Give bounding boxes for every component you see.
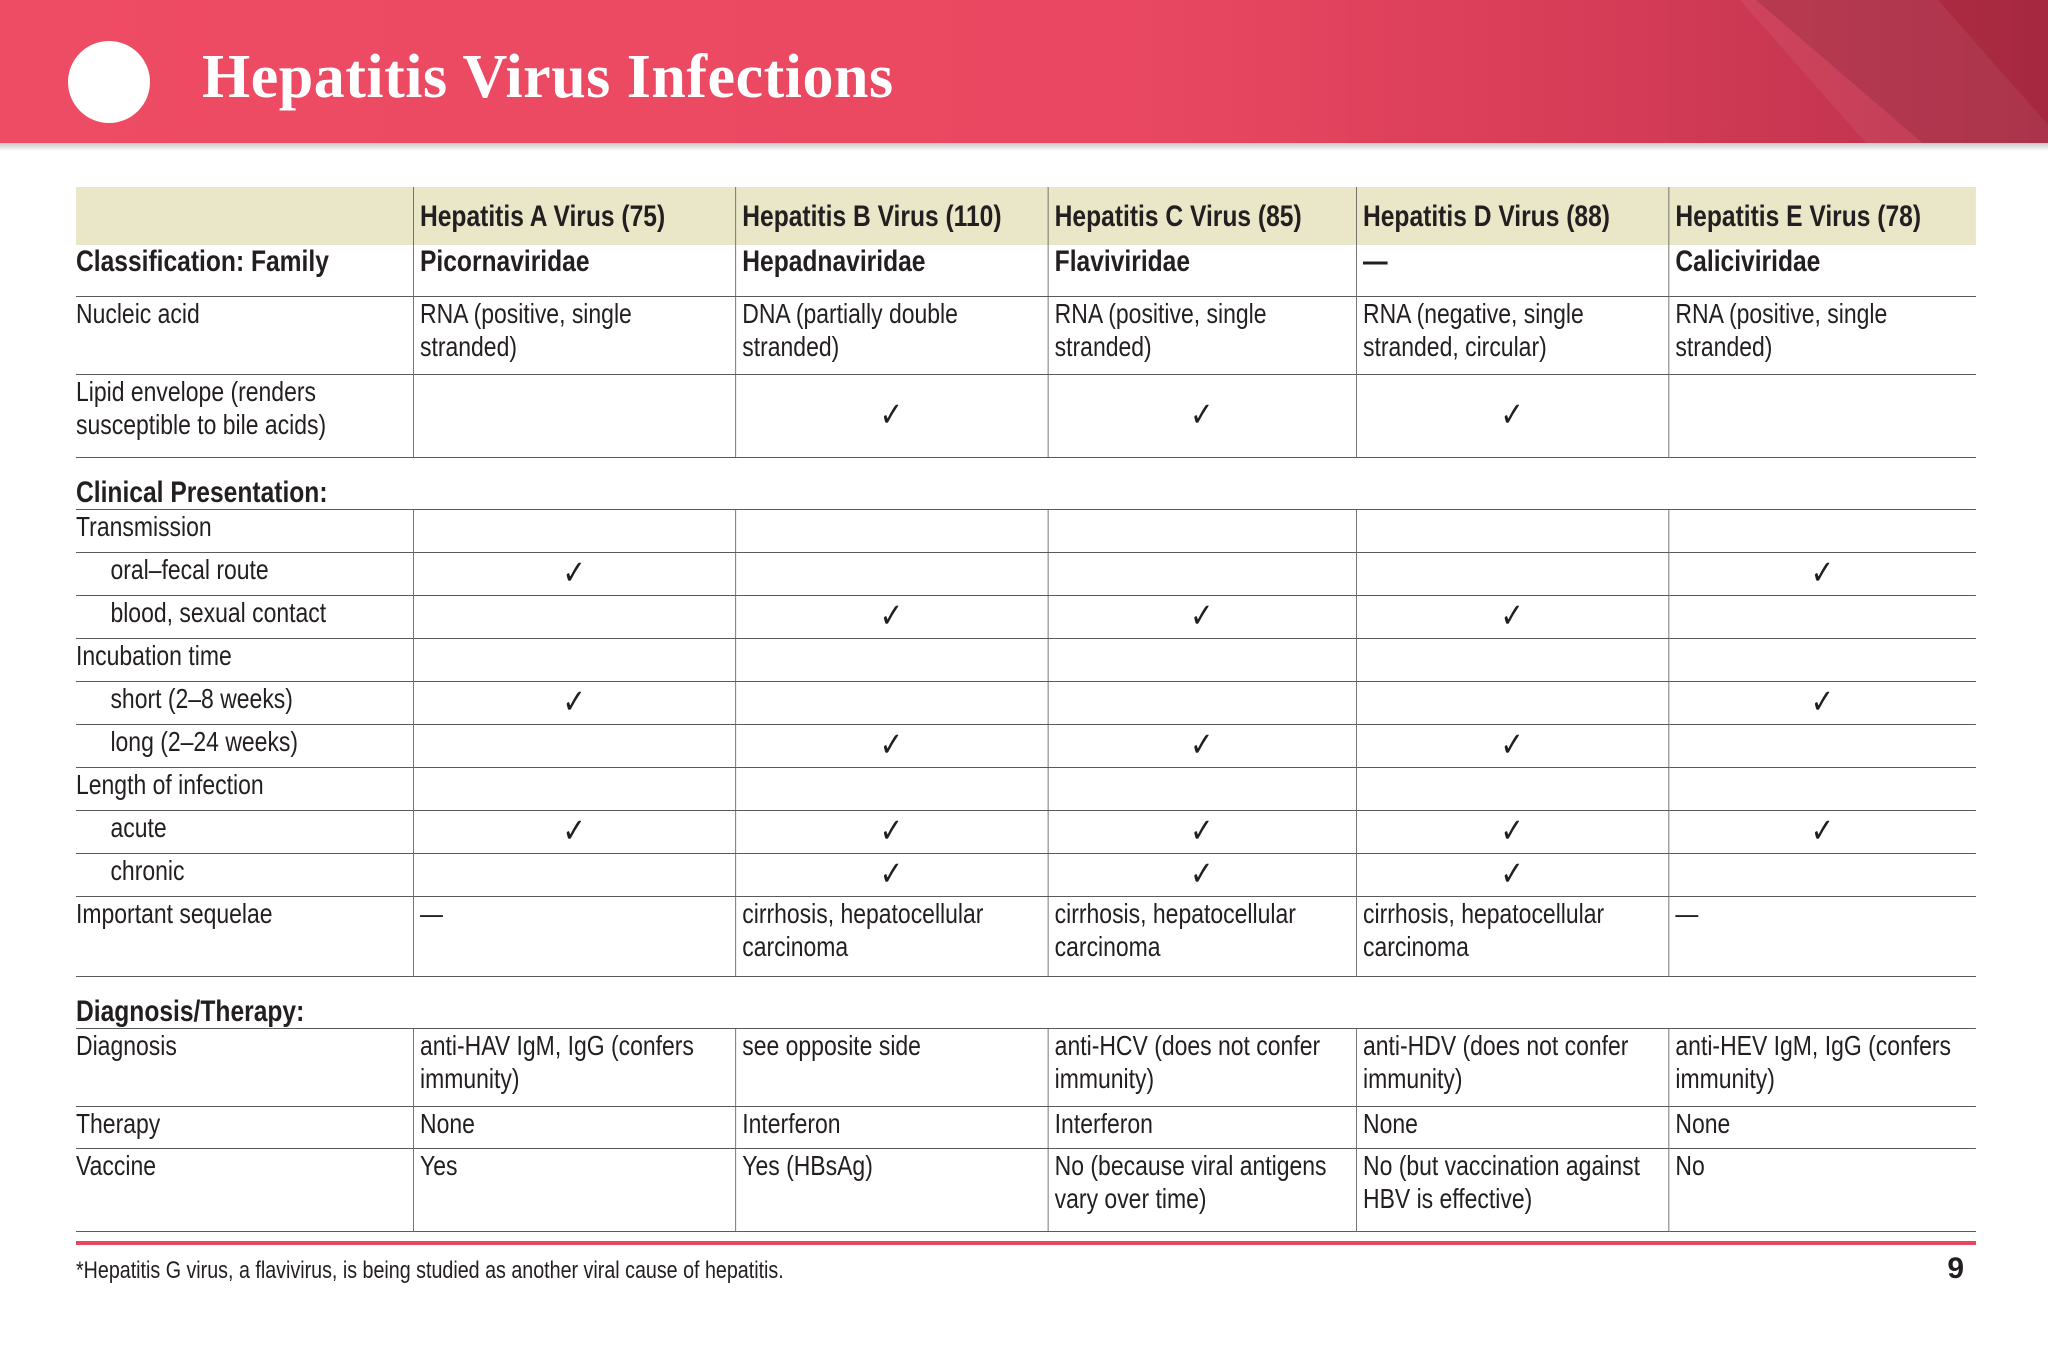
table-row xyxy=(76,457,1976,509)
empty-cell xyxy=(1048,681,1356,724)
checkmark-icon: ✓ xyxy=(413,681,735,724)
row-label: Vaccine xyxy=(76,1148,413,1231)
empty-cell xyxy=(1356,767,1668,810)
row-label: Therapy xyxy=(76,1106,413,1148)
row-label-text: Lipid envelope (renders susceptible to bile acids) xyxy=(76,375,327,440)
checkmark-icon: ✓ xyxy=(1356,810,1668,853)
table-row xyxy=(76,552,1976,595)
row-label-text: short (2–8 weeks) xyxy=(110,682,293,714)
table-cell: DNA (partially double stranded) xyxy=(735,296,1047,374)
empty-cell xyxy=(1668,374,1976,457)
checkmark-icon: ✓ xyxy=(1356,374,1668,457)
table-row xyxy=(76,724,1976,767)
table-cell: No (because viral antigens vary over time) xyxy=(1048,1148,1356,1231)
table-cell: Hepadnaviridae xyxy=(735,245,1047,296)
table-row xyxy=(76,296,1976,374)
table-cell: RNA (positive, single stranded) xyxy=(413,296,735,374)
header-hepatitis-c: Hepatitis C Virus (85) xyxy=(1048,187,1356,245)
checkmark-icon: ✓ xyxy=(1356,724,1668,767)
checkmark-icon: ✓ xyxy=(1048,595,1356,638)
empty-cell xyxy=(1668,595,1976,638)
empty-cell xyxy=(1048,638,1356,681)
empty-cell xyxy=(1048,552,1356,595)
table-cell: anti-HAV IgM, IgG (confers immunity) xyxy=(413,1028,735,1106)
row-label-text: acute xyxy=(110,811,167,843)
table-cell: No (but vaccination against HBV is effective) xyxy=(1356,1148,1668,1231)
table-cell: No xyxy=(1668,1148,1976,1231)
table-row xyxy=(76,1028,1976,1106)
table-row xyxy=(76,1106,1976,1148)
row-label xyxy=(76,374,413,457)
table-cell: RNA (positive, single stranded) xyxy=(1048,296,1356,374)
bottom-divider xyxy=(76,1241,1976,1245)
row-label-text: Incubation time xyxy=(76,639,232,671)
table-cell: anti-HCV (does not confer immunity) xyxy=(1048,1028,1356,1106)
page-number: 9 xyxy=(1947,1252,1964,1285)
row-label xyxy=(76,638,413,681)
table-cell: Yes (HBsAg) xyxy=(735,1148,1047,1231)
checkmark-icon: ✓ xyxy=(1668,810,1976,853)
empty-cell xyxy=(1668,853,1976,896)
table-cell: — xyxy=(413,896,735,976)
empty-cell xyxy=(413,853,735,896)
checkmark-icon: ✓ xyxy=(735,595,1047,638)
table-row xyxy=(76,245,1976,296)
checkmark-icon: ✓ xyxy=(413,552,735,595)
empty-cell xyxy=(1356,681,1668,724)
circle-icon xyxy=(68,41,150,123)
empty-cell xyxy=(413,374,735,457)
table-cell: RNA (negative, single stranded, circular) xyxy=(1356,296,1668,374)
empty-cell xyxy=(1048,767,1356,810)
header-cell-empty xyxy=(76,187,413,245)
checkmark-icon: ✓ xyxy=(1668,681,1976,724)
empty-cell xyxy=(1356,638,1668,681)
banner-shadow xyxy=(0,143,2048,151)
empty-cell xyxy=(413,724,735,767)
page-title: Hepatitis Virus Infections xyxy=(202,43,894,111)
row-label-text: long (2–24 weeks) xyxy=(110,725,299,757)
table-row xyxy=(76,1148,1976,1231)
table-cell: None xyxy=(1356,1106,1668,1148)
checkmark-icon: ✓ xyxy=(1048,724,1356,767)
table-cell: None xyxy=(413,1106,735,1148)
table-cell: Flaviviridae xyxy=(1048,245,1356,296)
table-header-row xyxy=(76,187,1976,245)
row-label: Important sequelae xyxy=(76,896,413,976)
table-cell: Interferon xyxy=(1048,1106,1356,1148)
row-label xyxy=(76,810,413,853)
checkmark-icon: ✓ xyxy=(413,810,735,853)
row-label xyxy=(76,509,413,552)
section-heading: Diagnosis/Therapy: xyxy=(76,976,1976,1028)
table-row xyxy=(76,595,1976,638)
row-label xyxy=(76,552,413,595)
section-heading: Clinical Presentation: xyxy=(76,457,1976,509)
row-label: Diagnosis xyxy=(76,1028,413,1106)
table-cell: Picornaviridae xyxy=(413,245,735,296)
checkmark-icon: ✓ xyxy=(1356,595,1668,638)
table-row xyxy=(76,767,1976,810)
row-label-text: Transmission xyxy=(76,510,212,542)
checkmark-icon: ✓ xyxy=(735,724,1047,767)
empty-cell xyxy=(735,681,1047,724)
table-cell: — xyxy=(1668,896,1976,976)
row-label xyxy=(76,681,413,724)
table-body xyxy=(76,187,1976,1231)
checkmark-icon: ✓ xyxy=(735,374,1047,457)
table-row xyxy=(76,509,1976,552)
empty-cell xyxy=(413,767,735,810)
table-cell: Yes xyxy=(413,1148,735,1231)
table-row xyxy=(76,896,1976,976)
checkmark-icon: ✓ xyxy=(1048,374,1356,457)
row-label-text: oral–fecal route xyxy=(110,553,269,585)
empty-cell xyxy=(1356,552,1668,595)
table-cell: see opposite side xyxy=(735,1028,1047,1106)
table-row xyxy=(76,374,1976,457)
checkmark-icon: ✓ xyxy=(1356,853,1668,896)
empty-cell xyxy=(413,638,735,681)
row-label xyxy=(76,767,413,810)
empty-cell xyxy=(1048,509,1356,552)
row-label: Classification: Family xyxy=(76,245,413,296)
table-cell: cirrhosis, hepatocellular carcinoma xyxy=(1356,896,1668,976)
row-label: Nucleic acid xyxy=(76,296,413,374)
empty-cell xyxy=(1356,509,1668,552)
header-hepatitis-e: Hepatitis E Virus (78) xyxy=(1668,187,1976,245)
empty-cell xyxy=(735,509,1047,552)
table-row xyxy=(76,976,1976,1028)
row-label-text: Length of infection xyxy=(76,768,264,800)
empty-cell xyxy=(1668,509,1976,552)
table-cell: cirrhosis, hepatocellular carcinoma xyxy=(1048,896,1356,976)
table-cell: anti-HEV IgM, IgG (confers immunity) xyxy=(1668,1028,1976,1106)
empty-cell xyxy=(1668,767,1976,810)
table-cell: — xyxy=(1356,245,1668,296)
row-label-text: chronic xyxy=(110,854,185,886)
empty-cell xyxy=(413,509,735,552)
checkmark-icon: ✓ xyxy=(1048,853,1356,896)
table-cell: Caliciviridae xyxy=(1668,245,1976,296)
empty-cell xyxy=(1668,724,1976,767)
empty-cell xyxy=(735,638,1047,681)
table-cell: None xyxy=(1668,1106,1976,1148)
table-cell: cirrhosis, hepatocellular carcinoma xyxy=(735,896,1047,976)
empty-cell xyxy=(735,767,1047,810)
checkmark-icon: ✓ xyxy=(1668,552,1976,595)
row-label xyxy=(76,724,413,767)
hepatitis-comparison-table xyxy=(76,187,1976,1232)
table-cell: RNA (positive, single stranded) xyxy=(1668,296,1976,374)
table-row xyxy=(76,810,1976,853)
row-label-text: blood, sexual contact xyxy=(110,596,327,628)
row-label xyxy=(76,595,413,638)
header-hepatitis-d: Hepatitis D Virus (88) xyxy=(1356,187,1668,245)
table-cell: Interferon xyxy=(735,1106,1047,1148)
header-hepatitis-a: Hepatitis A Virus (75) xyxy=(413,187,735,245)
checkmark-icon: ✓ xyxy=(735,810,1047,853)
table-row xyxy=(76,853,1976,896)
header-hepatitis-b: Hepatitis B Virus (110) xyxy=(735,187,1047,245)
footnote: *Hepatitis G virus, a flavivirus, is being studied as another viral cause of hepatitis. xyxy=(76,1257,784,1284)
checkmark-icon: ✓ xyxy=(1048,810,1356,853)
table-cell: anti-HDV (does not confer immunity) xyxy=(1356,1028,1668,1106)
empty-cell xyxy=(735,552,1047,595)
table-row xyxy=(76,681,1976,724)
empty-cell xyxy=(413,595,735,638)
table-row xyxy=(76,638,1976,681)
row-label xyxy=(76,853,413,896)
empty-cell xyxy=(1668,638,1976,681)
checkmark-icon: ✓ xyxy=(735,853,1047,896)
